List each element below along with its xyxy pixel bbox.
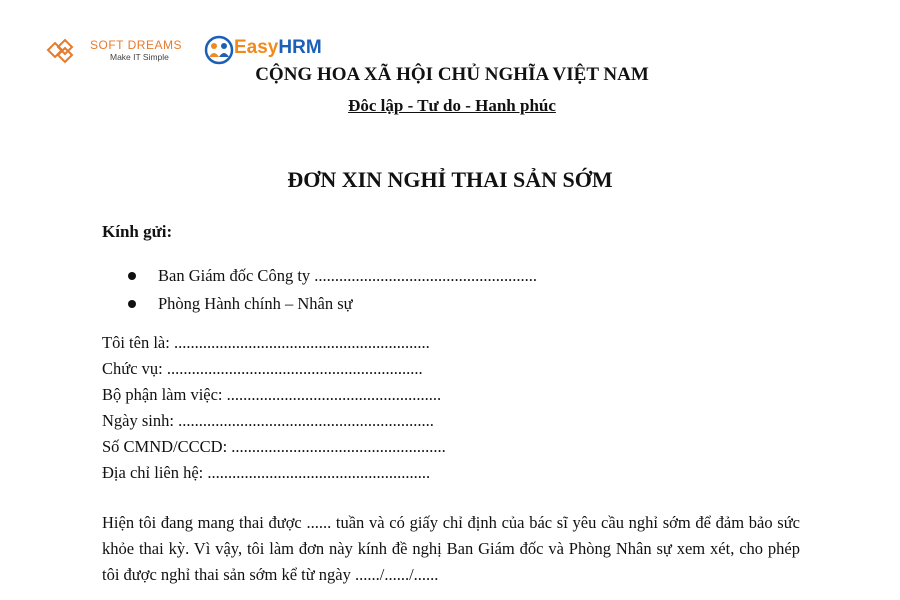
recipient-label: Kính gửi:	[102, 222, 173, 241]
document-title: ĐƠN XIN NGHỈ THAI SẢN SỚM	[287, 167, 613, 192]
field-birthdate: Ngày sinh: ..............................................................	[102, 411, 434, 430]
bullet-icon	[128, 300, 136, 308]
softdreams-diamond-icon	[44, 35, 78, 65]
easyhrm-hrm: HRM	[278, 37, 322, 58]
recipient-text: Phòng Hành chính – Nhân sự	[158, 294, 353, 313]
easyhrm-easy: Easy	[234, 37, 279, 58]
recipient-text: Ban Giám đốc Công ty ......................................................	[158, 266, 538, 285]
field-address: Địa chỉ liên hệ: ......................................................	[102, 463, 431, 482]
national-title: CỘNG HOA XÃ HỘI CHỦ NGHĨA VIỆT NAM	[255, 64, 649, 85]
softdreams-name: SOFT DREAMS	[90, 38, 182, 52]
field-name: Tôi tên là: ..............................................................	[102, 333, 430, 352]
softdreams-logo	[44, 34, 194, 66]
recipient-item	[128, 294, 537, 322]
personal-info-fields	[102, 331, 446, 487]
bullet-icon	[128, 272, 136, 280]
field-department: Bộ phận làm việc: ....................................................	[102, 385, 442, 404]
recipient-list	[128, 266, 537, 322]
field-position: Chức vụ: ..............................................................	[102, 359, 423, 378]
easyhrm-people-icon	[204, 35, 234, 65]
easyhrm-name	[234, 37, 322, 59]
national-motto: Đôc lập - Tư do - Hanh phúc	[348, 96, 556, 115]
easyhrm-logo	[204, 34, 339, 66]
field-id-number: Số CMND/CCCD: ....................................................	[102, 437, 446, 456]
recipient-item	[128, 266, 537, 294]
request-paragraph: Hiện tôi đang mang thai được ...... tuần và có giấy chỉ định của bác sĩ yêu cầu nghỉ sớm để đảm bảo sức khỏe thai kỳ. Vì vậy, tôi làm đơn này kính đề nghị Ban Giám đốc và Phòng Nhân sự xem xét, cho phép tôi được nghỉ thai sản sớm kể từ ngày ....../....../......	[102, 513, 800, 584]
softdreams-tagline: Make IT Simple	[110, 52, 169, 62]
